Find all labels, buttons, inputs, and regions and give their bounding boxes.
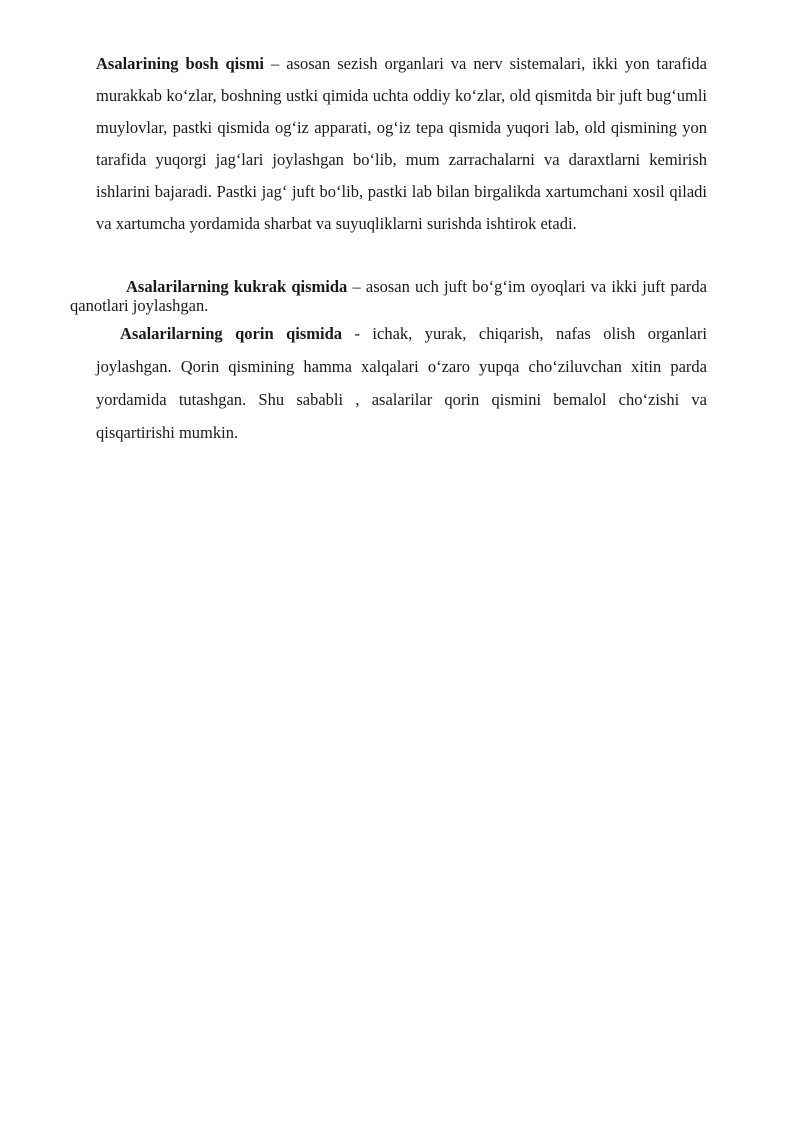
paragraph-lead-thorax: Asalarilarning kukrak qismida: [126, 277, 348, 296]
paragraph-abdomen-section: [96, 317, 707, 449]
paragraph-body-thorax: – asosan uch juft bo‘g‘im oyoqlari va ikki juft parda qanotlari joylashgan.: [70, 277, 708, 315]
paragraph-lead-head: Asalarining bosh qismi: [96, 54, 265, 73]
paragraph-body-abdomen: - ichak, yurak, chiqarish, nafas olish organlari joylashgan. Qorin qismining hamma xalqalari o‘zaro yupqa cho‘ziluvchan xitin parda yordamida tutashgan. Shu sababli , asalarilar qorin qismini bemalol cho‘zishi va qisqartirishi mumkin.: [96, 324, 708, 442]
paragraph-lead-abdomen: Asalarilarning qorin qismida: [120, 324, 343, 343]
paragraph-head-section: [96, 48, 707, 240]
paragraph-thorax-section: [70, 277, 707, 315]
paragraph-body-head: – asosan sezish organlari va nerv sistemalari, ikki yon tarafida murakkab ko‘zlar, boshning ustki qimida uchta oddiy ko‘zlar, old qismitda bir juft bug‘umli muylovlar, pastki qismida og‘iz apparati, og‘iz tepa qismida yuqori lab, old qismining yon tarafida yuqorgi jag‘lari joylashgan bo‘lib, mum zarrachalarni va daraxtlarni kemirish ishlarini bajaradi. Pastki jag‘ juft bo‘lib, pastki lab bilan birgalikda xartumchani xosil qiladi va xartumcha yordamida sharbat va suyuqliklarni surishda ishtirok etadi.: [96, 54, 707, 233]
